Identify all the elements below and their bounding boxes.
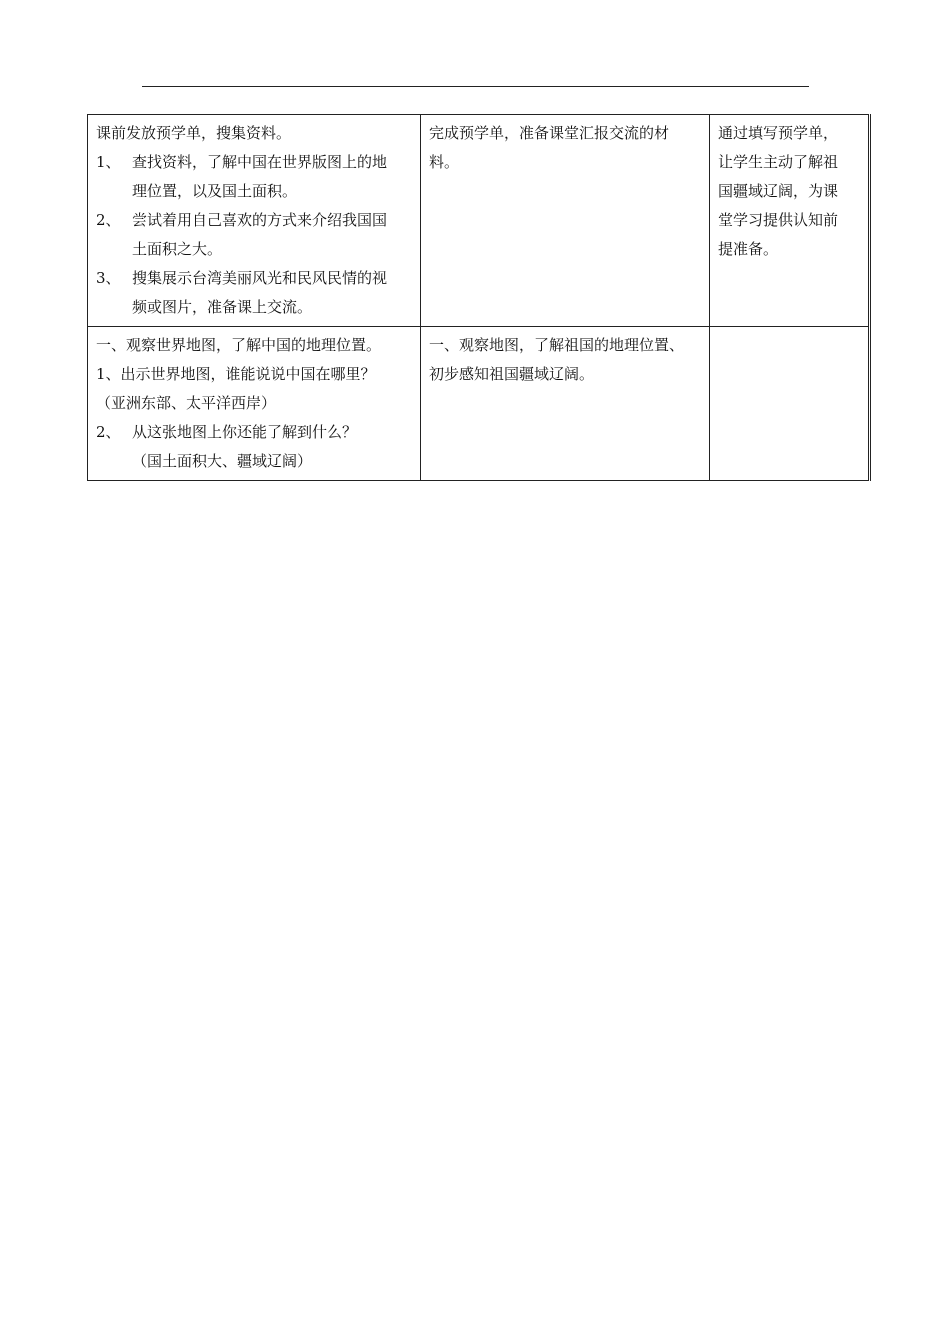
question-text: 从这张地图上你还能了解到什么？ <box>132 423 358 441</box>
item-text: 查找资料，了解中国在世界版图上的地 <box>132 153 388 171</box>
student-text-continued: 料。 <box>429 153 460 171</box>
item-number: 2、 <box>96 211 121 229</box>
item-text: 尝试着用自己喜欢的方式来介绍我国国 <box>132 211 388 229</box>
header-rule <box>142 86 809 87</box>
student-activity-cell <box>421 115 710 327</box>
item-text-continued: 频或图片，准备课上交流。 <box>132 298 313 316</box>
list-item <box>96 418 412 447</box>
teacher-activity-cell <box>88 327 421 481</box>
student-activity-cell <box>421 327 710 481</box>
question-text: 1、出示世界地图，谁能说说中国在哪里？ <box>96 365 376 383</box>
design-intent-cell <box>710 327 870 481</box>
intent-text: 通过填写预学单， <box>718 124 839 142</box>
section-heading: 一、观察世界地图，了解中国的地理位置。 <box>96 336 382 354</box>
item-number: 1、 <box>96 153 121 171</box>
answer-text: （亚洲东部、太平洋西岸） <box>96 394 277 412</box>
intent-text: 堂学习提供认知前 <box>718 211 839 229</box>
item-number: 3、 <box>96 269 121 287</box>
teacher-activity-cell <box>88 115 421 327</box>
item-text: 搜集展示台湾美丽风光和民风民情的视 <box>132 269 388 287</box>
table-row <box>88 115 870 327</box>
intent-text: 让学生主动了解祖 <box>718 153 839 171</box>
item-text-continued: 理位置，以及国土面积。 <box>132 182 298 200</box>
table-row <box>88 327 870 481</box>
intent-text: 国疆域辽阔，为课 <box>718 182 839 200</box>
list-item <box>96 206 412 235</box>
item-number: 2、 <box>96 423 121 441</box>
item-text-continued: 土面积之大。 <box>132 240 223 258</box>
list-item <box>96 264 412 293</box>
design-intent-cell <box>710 115 870 327</box>
student-text: 一、观察地图，了解祖国的地理位置、 <box>429 336 685 354</box>
student-text-continued: 初步感知祖国疆域辽阔。 <box>429 365 595 383</box>
intent-text: 提准备。 <box>718 240 779 258</box>
list-item <box>96 148 412 177</box>
answer-text: （国土面积大、疆域辽阔） <box>132 452 313 470</box>
teacher-intro: 课前发放预学单，搜集资料。 <box>96 124 292 142</box>
lesson-plan-table <box>87 114 871 481</box>
student-text: 完成预学单，准备课堂汇报交流的材 <box>429 124 670 142</box>
